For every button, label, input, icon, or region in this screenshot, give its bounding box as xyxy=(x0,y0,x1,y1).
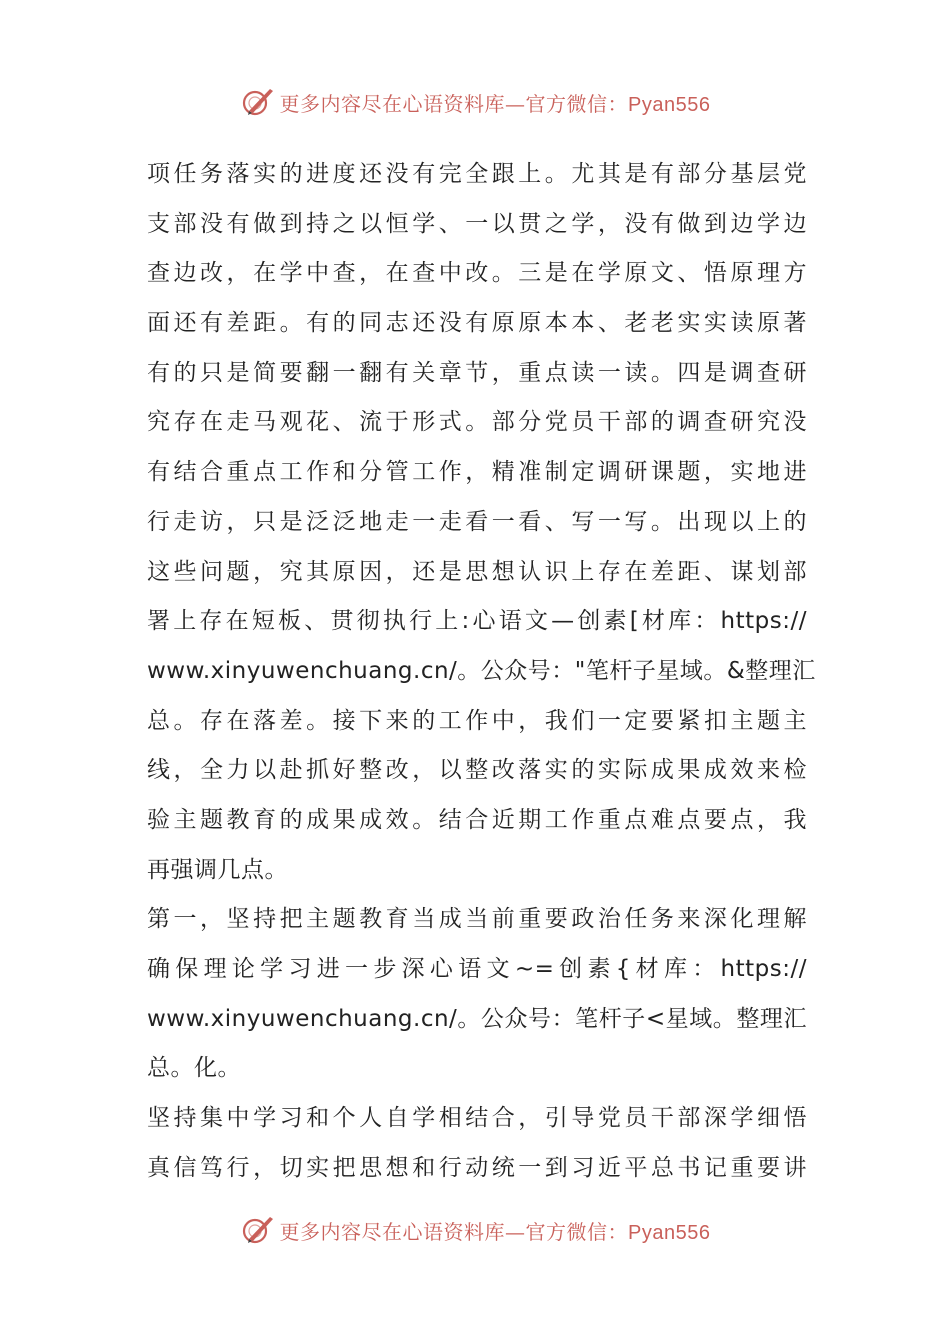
document-body xyxy=(147,150,816,1193)
body-line: www.xinyuwenchuang.cn/。公众号："笔杆子星域。&整理汇 xyxy=(147,657,816,684)
body-line: 面还有差距。有的同志还没有原原本本、老老实实读原著 xyxy=(147,310,807,337)
footer-watermark-text: 更多内容尽在心语资料库—官方微信：Pyan556 xyxy=(279,1219,711,1244)
body-line: 线，全力以赴抓好整改，以整改落实的实际成果成效来检 xyxy=(147,757,807,784)
body-line: 项任务落实的进度还没有完全跟上。尤其是有部分基层党 xyxy=(147,161,807,187)
body-line: 这些问题，究其原因，还是思想认识上存在差距、谋划部 xyxy=(147,558,807,585)
header-watermark-text: 更多内容尽在心语资料库—官方微信：Pyan556 xyxy=(279,91,711,116)
body-line: 真信笃行，切实把思想和行动统一到习近平总书记重要讲 xyxy=(147,1154,807,1181)
body-line: 究存在走马观花、流于形式。部分党员干部的调查研究没 xyxy=(147,409,807,436)
body-line: 有结合重点工作和分管工作，精准制定调研课题，实地进 xyxy=(147,459,807,486)
body-line: 总。存在落差。接下来的工作中，我们一定要紧扣主题主 xyxy=(147,707,807,734)
body-line: 查边改，在学中查，在查中改。三是在学原文、悟原理方 xyxy=(147,260,807,287)
quill-logo-icon xyxy=(240,1212,276,1248)
body-line: www.xinyuwenchuang.cn/。公众号：笔杆子<星域。整理汇 xyxy=(147,1005,807,1032)
body-line: 行走访，只是泛泛地走一走看一看、写一写。出现以上的 xyxy=(147,508,807,535)
body-line: 验主题教育的成果成效。结合近期工作重点难点要点，我 xyxy=(147,806,807,833)
header-watermark xyxy=(0,82,950,122)
body-line: 第一，坚持把主题教育当成当前重要政治任务来深化理解 xyxy=(147,906,807,933)
quill-logo-icon xyxy=(240,84,276,120)
body-line: 再强调几点。 xyxy=(147,856,288,883)
body-line: 总。化。 xyxy=(147,1055,241,1082)
body-line: 有的只是简要翻一翻有关章节，重点读一读。四是调查研 xyxy=(147,359,807,386)
body-line: 坚持集中学习和个人自学相结合，引导党员干部深学细悟 xyxy=(147,1105,807,1132)
body-line: 支部没有做到持之以恒学、一以贯之学，没有做到边学边 xyxy=(147,210,807,237)
footer-watermark xyxy=(0,1210,950,1250)
body-line: 确保理论学习进一步深心语文~=创素{材库：https:// xyxy=(147,956,807,982)
body-line: 署上存在短板、贯彻执行上:心语文—创素[材库：https:// xyxy=(147,608,807,635)
